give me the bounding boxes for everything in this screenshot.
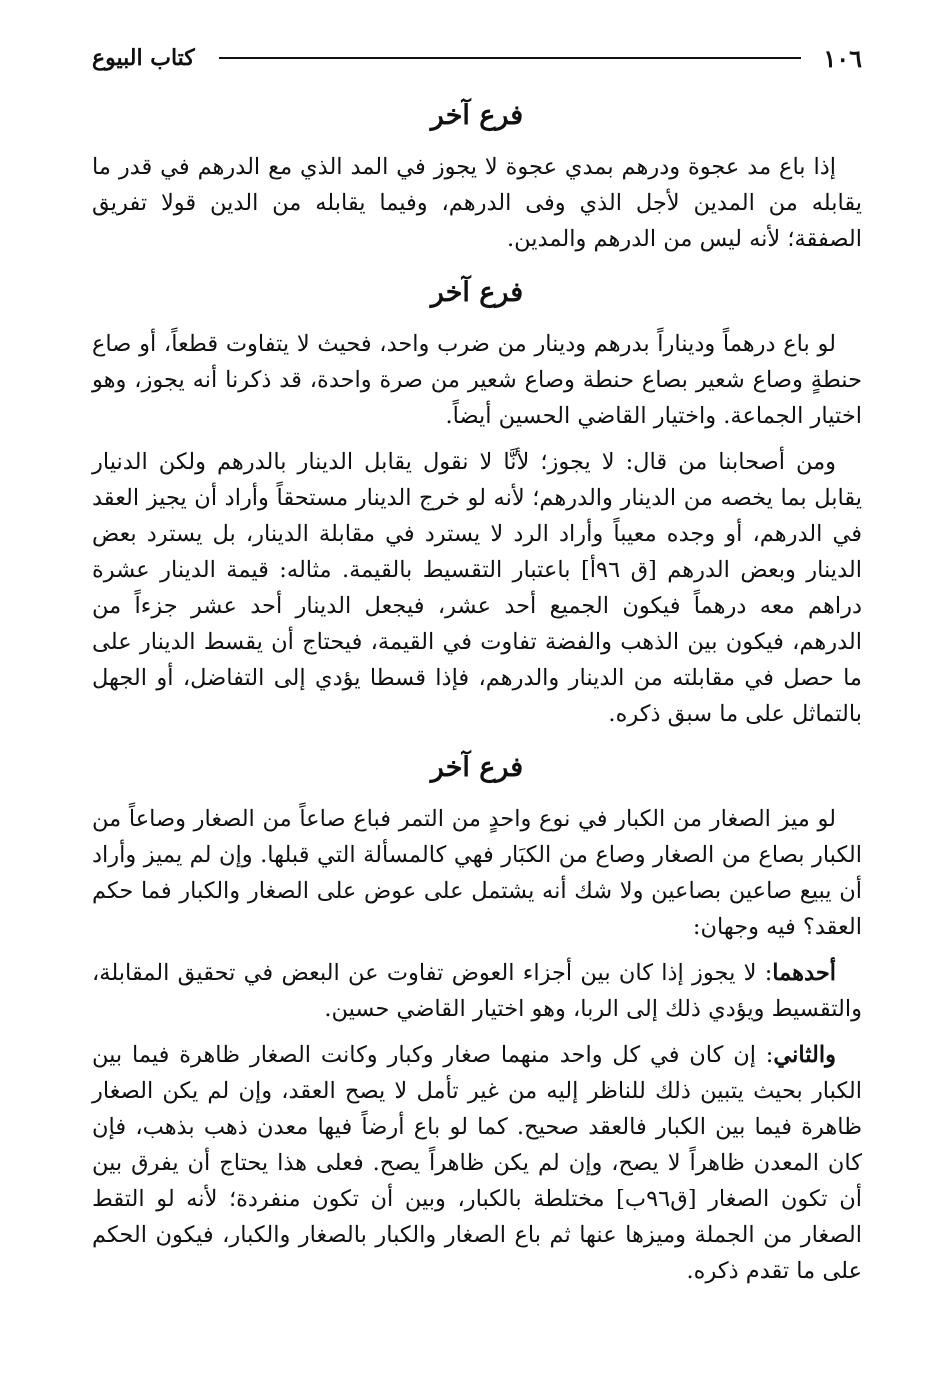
paragraph-lead: والثاني [773, 1042, 836, 1069]
section-1 [92, 98, 862, 257]
paragraph [92, 326, 862, 434]
paragraph [92, 444, 862, 732]
paragraph-text: ومن أصحابنا من قال: لا يجوز؛ لأنَّا لا نقول يقابل الدينار بالدرهم ولكن الدنيار يقابل بما يخصه من الدينار والدرهم؛ لأنه لو خرج الدينار مستحقاً وأراد أن يجيز العقد في الدرهم، أو وجده معيباً وأراد الرد لا يسترد في مقابلة الدينار، بل يسترد بعض الدينار وبعض الدرهم [ق ٩٦أ] باعتبار التقسيط بالقيمة. مثاله: قيمة الدينار عشرة دراهم معه درهماً فيكون الجميع أحد عشر، فيجعل الدينار أحد عشر جزءاً من الدرهم، فيكون بين الذهب والفضة تفاوت في القيمة، فيحتاج أن يقسط الدينار على ما حصل في مقابلته من الدينار والدرهم، فإذا قسطا يؤدي إلى التفاضل، أو الجهل بالتماثل على ما سبق ذكره. [92, 449, 862, 728]
paragraph-text: : لا يجوز إذا كان بين أجزاء العوض تفاوت عن البعض في تحقيق المقابلة، والتقسيط ويؤدي ذلك إلى الربا، وهو اختيار القاضي حسين. [92, 960, 862, 1023]
paragraph-text: لو ميز الصغار من الكبار في نوع واحدٍ من التمر فباع صاعاً من الصغار وصاعاً من الكبار بصاع من الصغار وصاع من الكبَار فهي كالمسألة التي قبلها. وإن لم يميز وأراد أن يبيع صاعين بصاعين ولا شك أنه يشتمل على عوض على الصغار والكبار فما حكم العقد؟ فيه وجهان: [92, 806, 862, 941]
running-header [92, 36, 862, 80]
section-2 [92, 275, 862, 732]
paragraph [92, 955, 862, 1027]
paragraph-lead: أحدهما [772, 960, 836, 987]
paragraph [92, 801, 862, 945]
book-title: كتاب البيوع [92, 45, 195, 71]
paragraph-text: لو باع درهماً وديناراً بدرهم ودينار من ضرب واحد، فحيث لا يتفاوت قطعاً، أو صاع حنطةٍ وصاع شعير بصاع حنطة وصاع شعير من صرة واحدة، قد ذكرنا أنه يجوز، وهو اختيار الجماعة. واختيار القاضي الحسين أيضاً. [92, 331, 862, 430]
paragraph-text: إذا باع مد عجوة ودرهم بمدي عجوة لا يجوز في المد الذي مع الدرهم في قدر ما يقابله من المدين لأجل الذي وفى الدرهم، وفيما يقابله من الدين قولا تفريق الصفقة؛ لأنه ليس من الدرهم والمدين. [92, 154, 862, 253]
section-3 [92, 750, 862, 1289]
paragraph [92, 1037, 862, 1289]
section-heading: فرع آخر [430, 277, 524, 309]
paragraph [92, 149, 862, 257]
paragraph-text: : إن كان في كل واحد منهما صغار وكبار وكانت الصغار ظاهرة فيما بين الكبار بحيث يتبين ذلك للناظر إليه من غير تأمل لا يصح العقد، وإن لم يكن الصغار ظاهرة فيما بين الكبار فالعقد صحيح. كما لو باع أرضاً فيها معدن ذهب بذهب، فإن كان المعدن ظاهراً لا يصح، وإن لم يكن ظاهراً يصح. فعلى هذا يحتاج أن يفرق بين أن تكون الصغار [ق٩٦ب] مختلطة بالكبار، وبين أن تكون منفردة؛ لأنه لو التقط الصغار من الجملة وميزها عنها ثم باع الصغار والكبار بالصغار والكبار، فيكون الحكم على ما تقدم ذكره. [92, 1042, 863, 1285]
section-heading: فرع آخر [430, 752, 524, 784]
page-number: ١٠٦ [823, 43, 862, 73]
header-rule [219, 57, 802, 59]
section-heading: فرع آخر [430, 100, 524, 131]
